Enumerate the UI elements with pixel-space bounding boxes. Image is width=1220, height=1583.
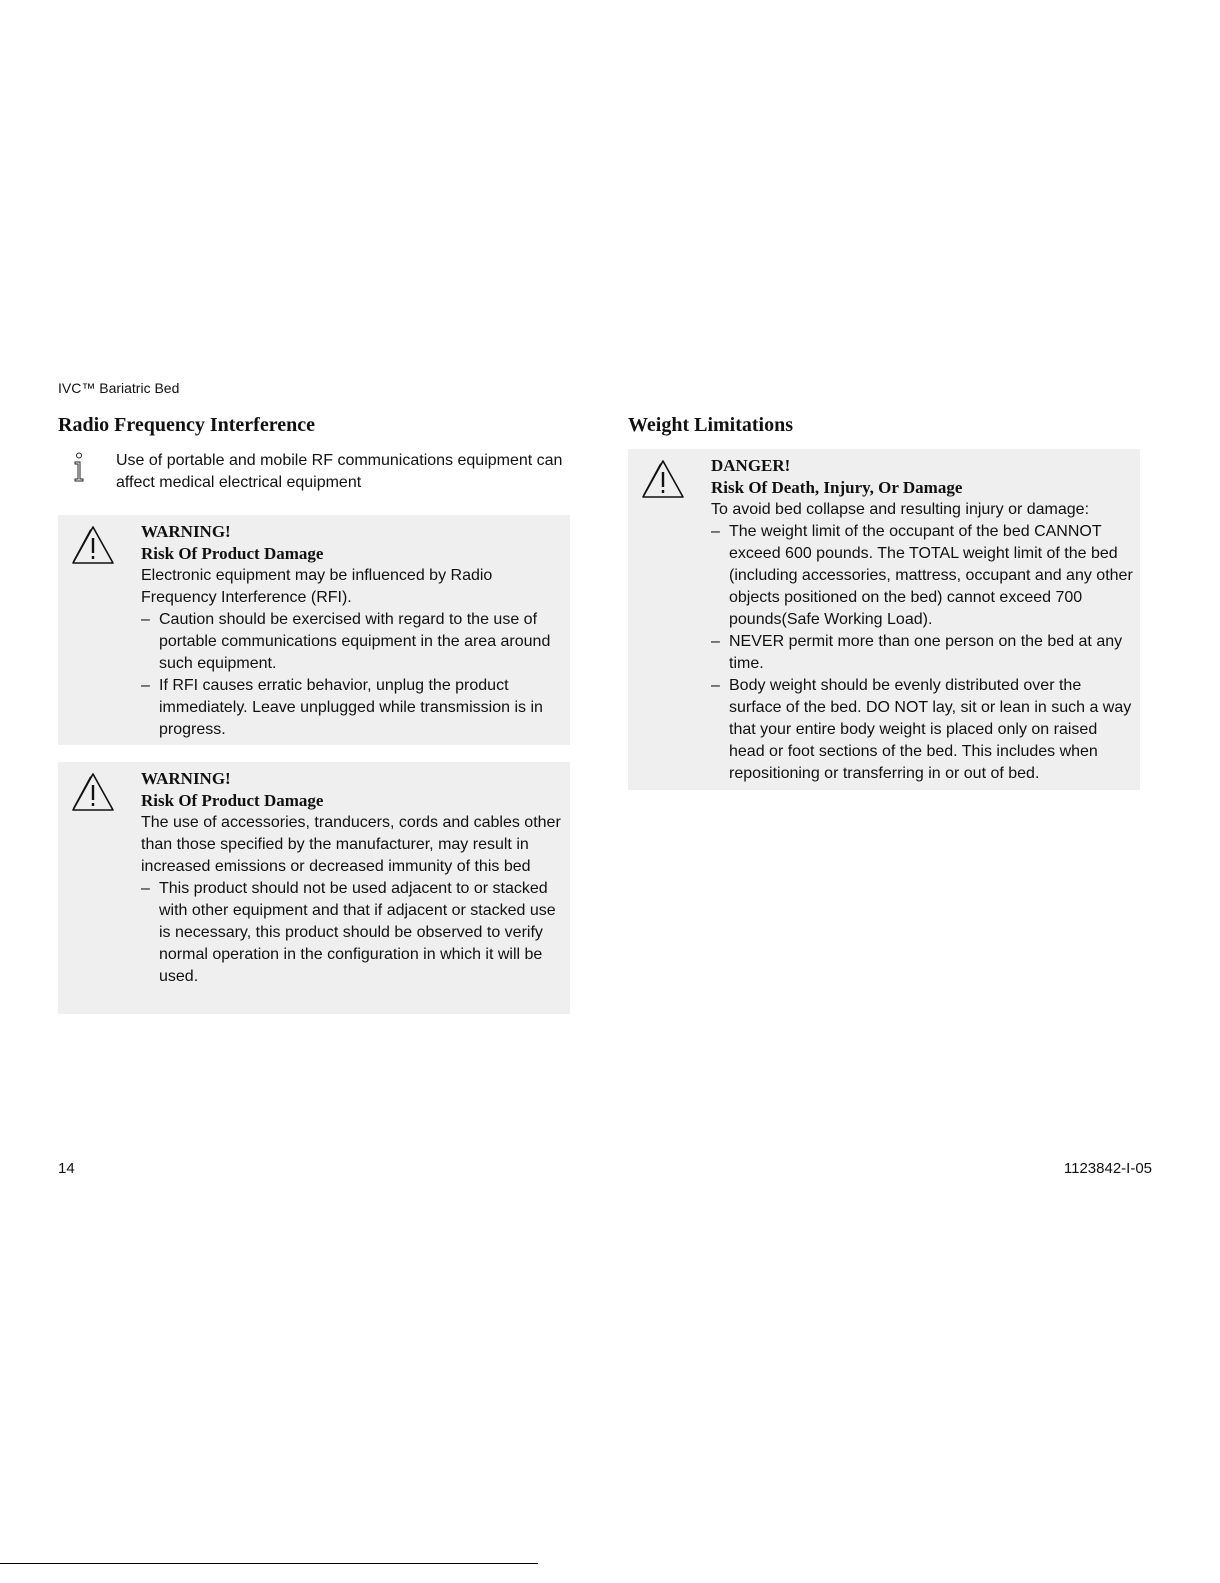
hazard-title: Risk Of Death, Injury, Or Damage [711,478,963,497]
warning-intro: The use of accessories, tranducers, cords and cables other than those specified by the manufacturer, may result in increased emissions or decreased immunity of this bed [141,814,561,875]
info-note-text: Use of portable and mobile RF communications equipment can affect medical electrical equipment [116,452,563,491]
section-title-weight-limitations: Weight Limitations [628,414,794,436]
signal-word: WARNING! [141,769,231,788]
list-item: – The weight limit of the occupant of the bed CANNOT exceed 600 pounds. The TOTAL weight limit of the bed (including accessories, mattress, occupant and any other objects positioned on the bed) cannot exceed 700 pounds(Safe Working Load). [711,521,1134,631]
warning-bullets [141,609,564,741]
running-header: IVC™ Bariatric Bed [58,380,180,396]
bottom-rule [0,1563,538,1564]
warning-triangle-icon [71,525,115,565]
info-icon [72,452,86,484]
warning-callout-accessories [58,762,570,1014]
hazard-title: Risk Of Product Damage [141,791,324,810]
warning-2-body [141,768,564,988]
warning-triangle-icon [71,772,115,812]
list-item: – This product should not be used adjacent to or stacked with other equipment and that if adjacent or stacked use is necessary, this product should be observed to verify normal operation in the configuration in which it will be used. [141,878,564,988]
document-number: 1123842-I-05 [1063,1160,1152,1177]
danger-body [711,455,1134,785]
signal-word: WARNING! [141,522,231,541]
signal-word: DANGER! [711,456,791,475]
warning-triangle-icon [641,459,685,499]
warning-bullets [141,878,564,988]
danger-intro: To avoid bed collapse and resulting injury or damage: [711,501,1090,518]
list-item: – If RFI causes erratic behavior, unplug the product immediately. Leave unplugged while transmission is in progress. [141,675,564,741]
list-item: – NEVER permit more than one person on the bed at any time. [711,631,1134,675]
page-number: 14 [58,1160,75,1177]
list-item: – Body weight should be evenly distributed over the surface of the bed. DO NOT lay, sit or lean in such a way that your entire body weight is placed only on raised head or foot sections of the bed. This includes when repositioning or transferring in or out of bed. [711,675,1134,785]
warning-callout-rfi [58,515,570,745]
warning-1-body [141,521,564,741]
list-item: – Caution should be exercised with regard to the use of portable communications equipment in the area around such equipment. [141,609,564,675]
warning-intro: Electronic equipment may be influenced by Radio Frequency Interference (RFI). [141,567,493,606]
hazard-title: Risk Of Product Damage [141,544,324,563]
info-note [58,450,568,494]
danger-bullets [711,521,1134,785]
danger-callout-weight [628,449,1140,790]
section-title-radio-frequency: Radio Frequency Interference [58,414,315,436]
